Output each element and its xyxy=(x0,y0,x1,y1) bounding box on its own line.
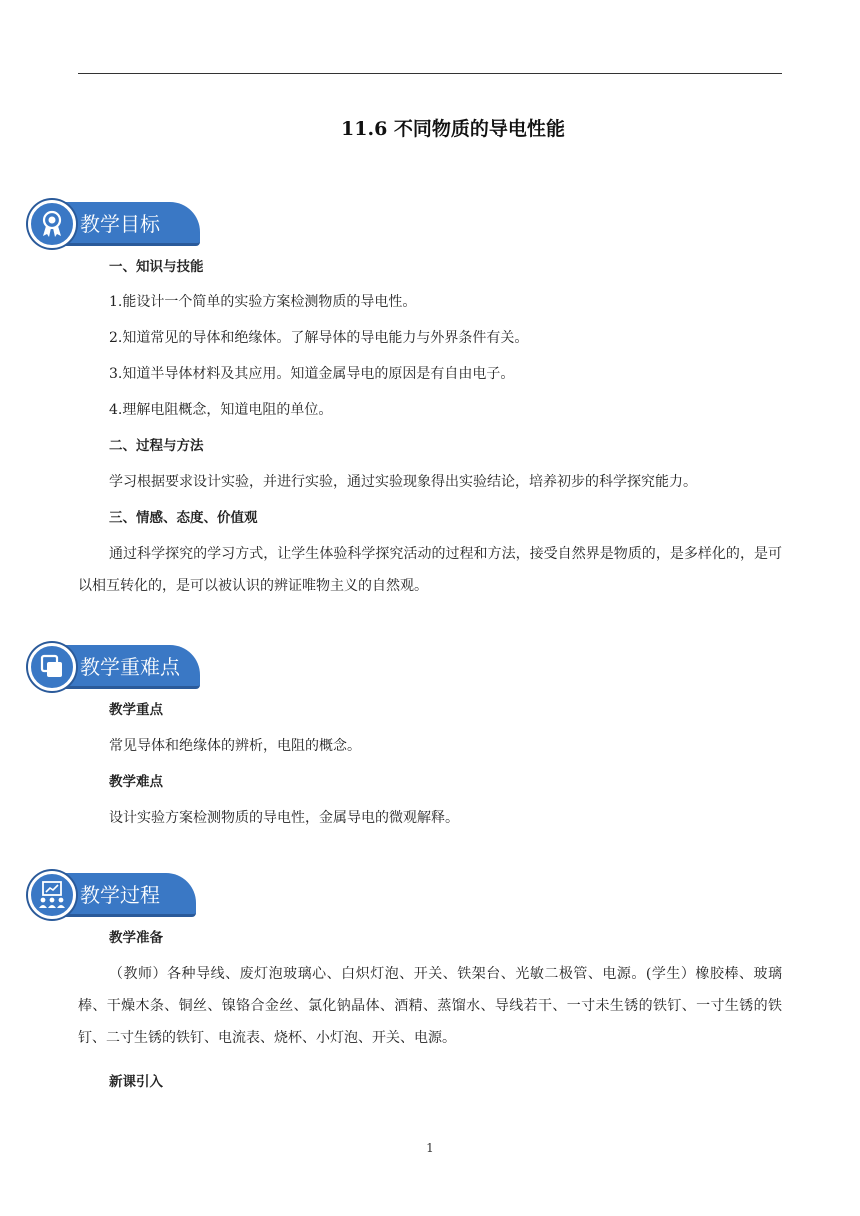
heading-process-method: 二、过程与方法 xyxy=(109,438,204,454)
goal-item-4: 4.理解电阻概念，知道电阻的单位。 xyxy=(109,402,333,418)
goal-item-2: 2.知道常见的导体和绝缘体。了解导体的导电能力与外界条件有关。 xyxy=(109,330,529,346)
paragraph-preparation: （教师）各种导线、废灯泡玻璃心、白炽灯泡、开关、铁架台、光敏二极管、电源。(学生）橡胶棒、玻璃棒、干燥木条、铜丝、镍铬合金丝、氯化钠晶体、酒精、蒸馏水、导线若干、一寸未生锈的铁钉、一寸生锈的铁钉、二寸生锈的铁钉、电流表、烧杯、小灯泡、开关、电源。 xyxy=(78,966,782,1046)
banner-label: 教学目标 xyxy=(80,212,160,236)
presentation-group-icon xyxy=(28,871,76,919)
page-number: 1 xyxy=(426,1141,434,1155)
goal-item-3: 3.知道半导体材料及其应用。知道金属导电的原因是有自由电子。 xyxy=(109,366,515,382)
paragraph-difficulty: 设计实验方案检测物质的导电性，金属导电的微观解释。 xyxy=(109,810,459,826)
document-title: 11.6 不同物质的导电性能 xyxy=(341,118,565,140)
heading-key-point: 教学重点 xyxy=(109,702,163,718)
banner-label: 教学重难点 xyxy=(80,655,180,679)
paragraph-key-point: 常见导体和绝缘体的辨析，电阻的概念。 xyxy=(109,738,361,754)
paragraph-values: 通过科学探究的学习方式，让学生体验科学探究活动的过程和方法，接受自然界是物质的，是多样化的，是可以相互转化的，是可以被认识的辨证唯物主义的自然观。 xyxy=(78,546,782,594)
paragraph-process-method: 学习根据要求设计实验，并进行实验，通过实验现象得出实验结论，培养初步的科学探究能力。 xyxy=(109,474,697,490)
stacked-pages-icon xyxy=(28,643,76,691)
heading-preparation: 教学准备 xyxy=(109,930,163,946)
heading-knowledge: 一、知识与技能 xyxy=(109,259,204,275)
heading-introduction: 新课引入 xyxy=(109,1074,163,1090)
header-rule xyxy=(78,73,782,74)
banner-label: 教学过程 xyxy=(80,883,160,907)
award-ribbon-icon xyxy=(28,200,76,248)
heading-values: 三、情感、态度、价值观 xyxy=(109,510,258,526)
goal-item-1: 1.能设计一个简单的实验方案检测物质的导电性。 xyxy=(109,294,417,310)
heading-difficulty: 教学难点 xyxy=(109,774,163,790)
